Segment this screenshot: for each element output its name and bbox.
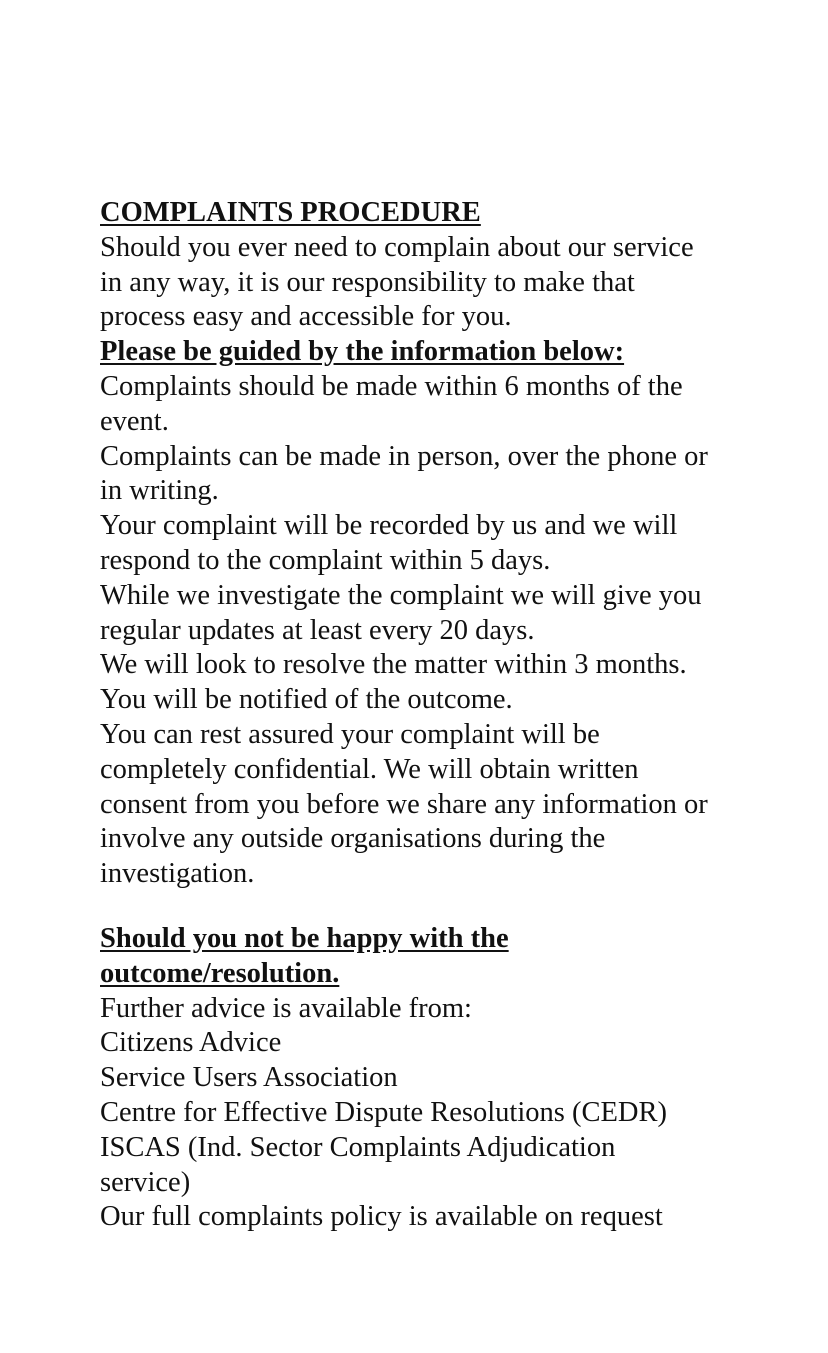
point-line: in writing. xyxy=(100,475,219,507)
point-line: We will look to resolve the matter within 3 months. xyxy=(100,649,687,681)
intro-line: in any way, it is our responsibility to make that xyxy=(100,266,635,298)
point-line: consent from you before we share any information or xyxy=(100,788,708,820)
unhappy-heading xyxy=(100,922,740,992)
point-line: event. xyxy=(100,405,169,437)
point-line: Complaints can be made in person, over the phone or xyxy=(100,440,708,472)
point-line: While we investigate the complaint we will give you xyxy=(100,579,702,611)
point-line: Complaints should be made within 6 months of the xyxy=(100,370,683,402)
advice-source: Centre for Effective Dispute Resolutions (CEDR) xyxy=(100,1096,667,1128)
intro-line: process easy and accessible for you. xyxy=(100,301,512,333)
advice-source: ISCAS (Ind. Sector Complaints Adjudication xyxy=(100,1131,616,1163)
complaints-procedure-document xyxy=(100,196,740,1235)
guidance-heading: Please be guided by the information below: xyxy=(100,336,625,368)
unhappy-heading-line: Should you not be happy with the xyxy=(100,922,509,954)
advice-source: Citizens Advice xyxy=(100,1027,282,1059)
procedure-points xyxy=(100,370,740,892)
point-line: respond to the complaint within 5 days. xyxy=(100,544,551,576)
advice-sources-list xyxy=(100,1026,740,1200)
unhappy-heading-line: outcome/resolution. xyxy=(100,957,340,989)
point-line: investigation. xyxy=(100,858,255,890)
document-title: COMPLAINTS PROCEDURE xyxy=(100,197,481,228)
point-line: Your complaint will be recorded by us and we will xyxy=(100,510,678,542)
advice-source: Service Users Association xyxy=(100,1062,398,1094)
advice-source: service) xyxy=(100,1166,191,1198)
point-line: regular updates at least every 20 days. xyxy=(100,614,535,646)
advice-intro: Further advice is available from: xyxy=(100,992,472,1024)
closing-note: Our full complaints policy is available on request xyxy=(100,1201,663,1233)
intro-line: Should you ever need to complain about our service xyxy=(100,231,694,263)
point-line: completely confidential. We will obtain written xyxy=(100,753,639,785)
point-line: involve any outside organisations during the xyxy=(100,823,606,855)
point-line: You can rest assured your complaint will be xyxy=(100,718,600,750)
intro-paragraph xyxy=(100,231,740,335)
section-spacer xyxy=(100,892,740,922)
point-line: You will be notified of the outcome. xyxy=(100,684,513,716)
